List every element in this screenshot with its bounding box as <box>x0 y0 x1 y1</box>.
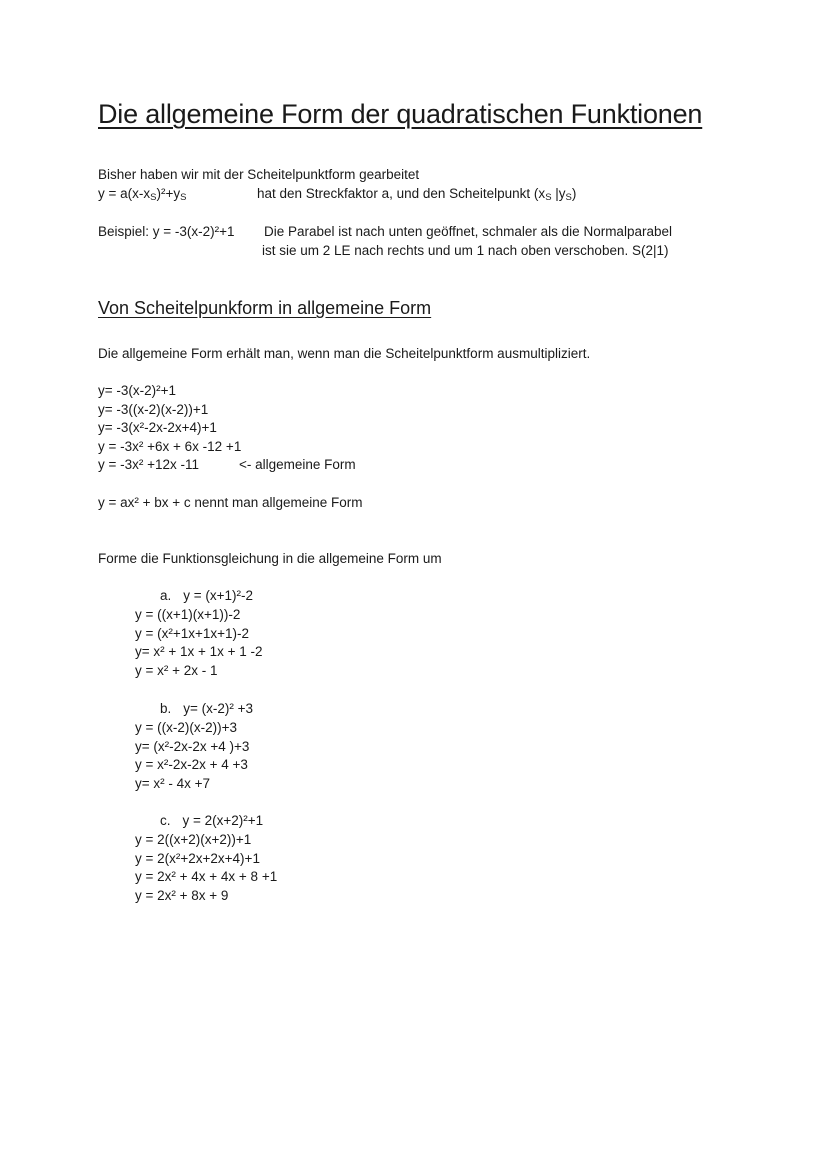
example-description-line2: ist sie um 2 LE nach rechts und um 1 nach oben verschoben. S(2|1) <box>262 243 669 258</box>
task-b-header: b. y= (x-2)² +3 <box>160 701 254 716</box>
page-title: Die allgemeine Form der quadratischen Funktionen <box>98 99 703 129</box>
expansion-step: y = -3x² +12x -11 <box>98 457 200 473</box>
task-a-steps <box>135 606 263 680</box>
expansion-step: y = -3x² +6x + 6x -12 +1 <box>98 438 242 454</box>
task-step: y = 2((x+2)(x+2))+1 <box>135 832 252 847</box>
general-form-annotation: <- allgemeine Form <box>239 457 356 472</box>
task-step: y= x² - 4x +7 <box>135 775 211 791</box>
expansion-step: y= -3((x-2)(x-2))+1 <box>98 401 209 417</box>
task-c-header: c. y = 2(x+2)²+1 <box>160 813 264 828</box>
task-b-steps <box>135 719 249 793</box>
expansion-step: y= -3(x²-2x-2x+4)+1 <box>98 420 217 436</box>
expansion-step: y= -3(x-2)²+1 <box>98 383 177 398</box>
task-step: y = x² + 2x - 1 <box>135 662 218 678</box>
task-step: y = 2(x²+2x+2x+4)+1 <box>135 850 260 866</box>
task-a-header: a. y = (x+1)²-2 <box>160 588 254 603</box>
task-step: y = 2x² + 4x + 4x + 8 +1 <box>135 869 278 885</box>
task-step: y = ((x+1)(x+1))-2 <box>135 607 241 622</box>
exercise-instruction: Forme die Funktionsgleichung in die allgemeine Form um <box>98 551 442 566</box>
expansion-steps <box>98 382 241 475</box>
task-step: y = 2x² + 8x + 9 <box>135 887 229 903</box>
task-step: y = x²-2x-2x + 4 +3 <box>135 757 248 773</box>
vertex-form-formula: $y = a(x-x_S)^2+y_S$ <box>98 186 187 203</box>
intro-text: Bisher haben wir mit der Scheitelpunktform gearbeitet <box>98 167 420 182</box>
vertex-form-description: hat den Streckfaktor a, und den Scheitelpunkt ($x_S$ $|y_S$) <box>257 186 577 203</box>
general-form-definition: y = ax² + bx + c nennt man allgemeine Form <box>98 495 363 510</box>
example-label: Beispiel: y = -3(x-2)²+1 <box>98 224 235 239</box>
task-step: y= x² + 1x + 1x + 1 -2 <box>135 644 263 660</box>
section-heading: Von Scheitelpunkform in allgemeine Form <box>98 298 432 318</box>
task-step: y = (x²+1x+1x+1)-2 <box>135 625 250 641</box>
task-step: y= (x²-2x-2x +4 )+3 <box>135 738 250 754</box>
task-c-steps <box>135 831 277 905</box>
section-text: Die allgemeine Form erhält man, wenn man die Scheitelpunktform ausmultipliziert. <box>98 346 591 361</box>
task-step: y = ((x-2)(x-2))+3 <box>135 720 238 735</box>
example-description-line1: Die Parabel ist nach unten geöffnet, schmaler als die Normalparabel <box>264 224 672 239</box>
